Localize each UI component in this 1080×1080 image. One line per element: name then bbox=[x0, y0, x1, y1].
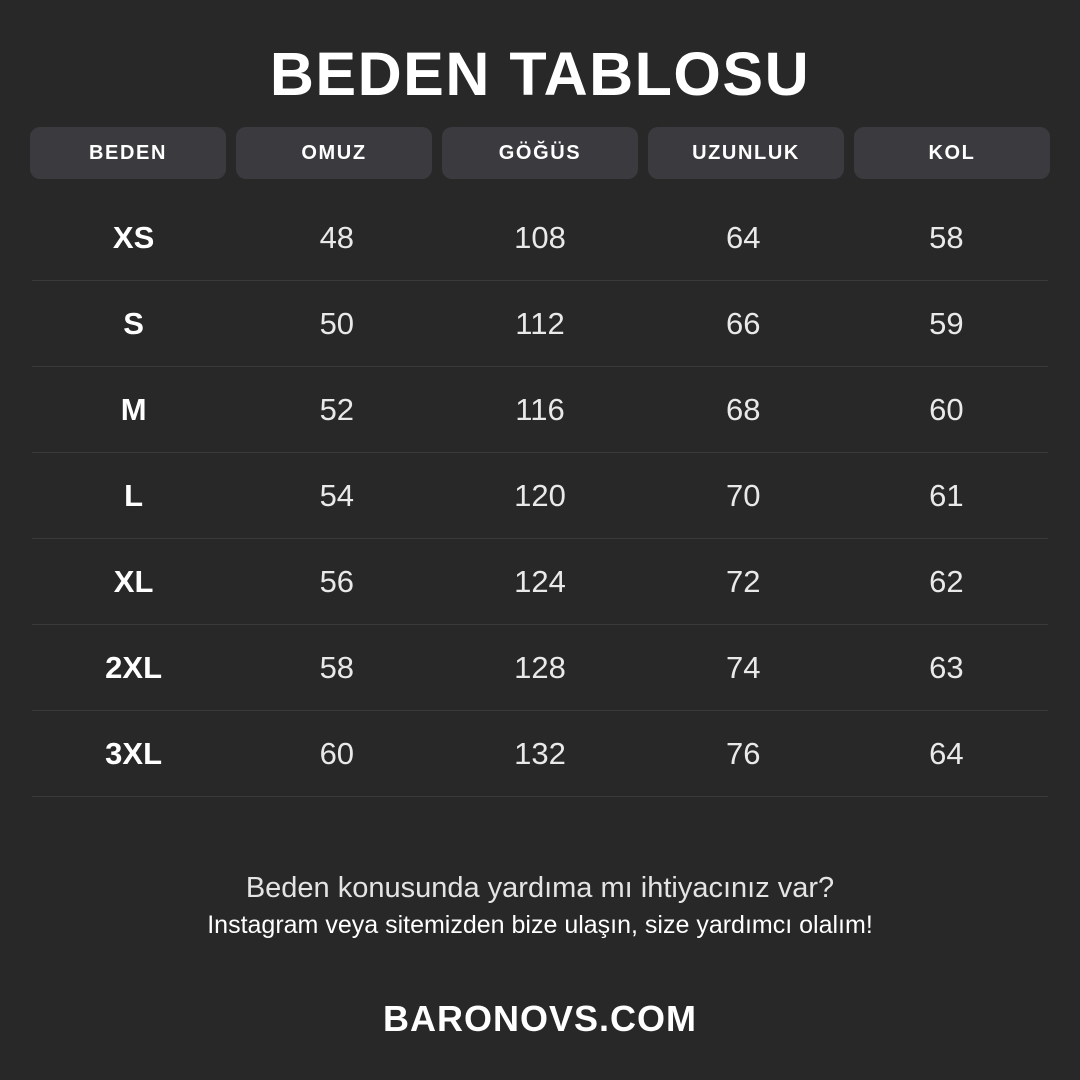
cell-size: XS bbox=[112, 219, 155, 255]
cell-kol: 64 bbox=[929, 735, 964, 771]
cell-kol: 58 bbox=[929, 219, 964, 255]
cell-kol: 63 bbox=[929, 649, 964, 685]
cell-gogus: 116 bbox=[515, 391, 565, 427]
cell-gogus: 124 bbox=[514, 563, 566, 599]
cell-size: 2XL bbox=[105, 649, 163, 685]
table-header-gogus: GÖĞÜS bbox=[442, 127, 638, 179]
cell-uzunluk: 66 bbox=[725, 305, 761, 341]
cell-omuz: 48 bbox=[319, 219, 355, 255]
cell-uzunluk: 74 bbox=[725, 649, 761, 685]
table-row bbox=[32, 539, 1048, 625]
cell-uzunluk: 76 bbox=[725, 735, 761, 771]
table-header-beden: BEDEN bbox=[30, 127, 226, 179]
table-row bbox=[32, 281, 1048, 367]
table-row bbox=[32, 453, 1048, 539]
table-row bbox=[32, 625, 1048, 711]
cell-kol: 61 bbox=[929, 477, 964, 513]
cell-kol: 62 bbox=[929, 563, 964, 599]
table-row bbox=[32, 711, 1048, 797]
cell-uzunluk: 68 bbox=[725, 391, 761, 427]
cell-gogus: 128 bbox=[514, 649, 566, 685]
cell-size: L bbox=[124, 477, 144, 513]
cell-uzunluk: 64 bbox=[725, 219, 761, 255]
table-header-kol: KOL bbox=[854, 127, 1050, 179]
cell-kol: 60 bbox=[929, 391, 964, 427]
help-instruction: Instagram veya sitemizden bize ulaşın, size yardımcı olalım! bbox=[207, 911, 873, 939]
cell-omuz: 58 bbox=[319, 649, 355, 685]
cell-size: XL bbox=[113, 563, 154, 599]
cell-size: 3XL bbox=[105, 735, 163, 771]
cell-omuz: 60 bbox=[319, 735, 355, 771]
footer-help bbox=[30, 872, 1050, 940]
cell-size: M bbox=[120, 391, 147, 427]
cell-gogus: 112 bbox=[515, 305, 565, 341]
cell-gogus: 108 bbox=[514, 219, 566, 255]
table-header-row bbox=[30, 127, 1050, 179]
brand-name: BARONOVS.COM bbox=[382, 998, 697, 1039]
page-title: BEDEN TABLOSU bbox=[269, 40, 811, 108]
table-row bbox=[32, 367, 1048, 453]
cell-gogus: 120 bbox=[514, 477, 566, 513]
cell-uzunluk: 72 bbox=[725, 563, 761, 599]
cell-size: S bbox=[123, 305, 144, 341]
cell-omuz: 52 bbox=[319, 391, 355, 427]
cell-gogus: 132 bbox=[514, 735, 566, 771]
table-row bbox=[32, 195, 1048, 281]
cell-uzunluk: 70 bbox=[725, 477, 761, 513]
help-question: Beden konusunda yardıma mı ihtiyacınız var? bbox=[245, 872, 835, 904]
cell-kol: 59 bbox=[929, 305, 964, 341]
cell-omuz: 50 bbox=[319, 305, 355, 341]
cell-omuz: 56 bbox=[319, 563, 355, 599]
table-header-uzunluk: UZUNLUK bbox=[648, 127, 844, 179]
cell-omuz: 54 bbox=[319, 477, 355, 513]
table-body bbox=[30, 195, 1050, 797]
table-header-omuz: OMUZ bbox=[236, 127, 432, 179]
